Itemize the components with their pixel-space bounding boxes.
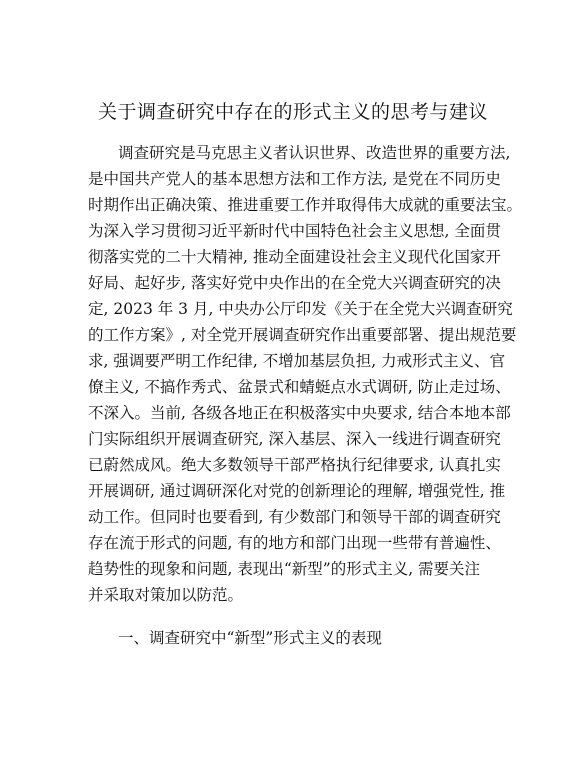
paragraph-line: 不深入。当前, 各级各地正在积极落实中央要求, 结合本地本部 — [88, 404, 511, 422]
paragraph-line: 定, 2023 年 3 月, 中央办公厅印发《关于在全党大兴调查研究 — [88, 300, 513, 318]
paragraph-line: 动工作。但同时也要看到, 有少数部门和领导干部的调查研究 — [88, 508, 501, 526]
paragraph-line: 求, 强调要严明工作纪律, 不增加基层负担, 力戒形式主义、官 — [88, 352, 506, 370]
paragraph-line: 门实际组织开展调查研究, 深入基层、深入一线进行调查研究 — [88, 430, 501, 448]
paragraph-line: 的工作方案》, 对全党开展调查研究作出重要部署、提出规范要 — [88, 326, 517, 344]
document-title: 关于调查研究中存在的形式主义的思考与建议 — [97, 101, 488, 123]
paragraph-line: 彻落实党的二十大精神, 推动全面建设社会主义现代化国家开 — [88, 248, 501, 266]
paragraph-line: 并采取对策加以防范。 — [88, 586, 244, 604]
paragraph-line: 调查研究是马克思主义者认识世界、改造世界的重要方法, — [118, 144, 511, 162]
paragraph-line: 开展调研, 通过调研深化对党的创新理论的理解, 增强党性, 推 — [88, 482, 506, 500]
paragraph-line: 好局、起好步, 落实好党中央作出的在全党大兴调查研究的决 — [88, 274, 501, 292]
section-heading: 一、调查研究中“新型”形式主义的表现 — [118, 629, 382, 647]
paragraph-line: 时期作出正确决策、推进重要工作并取得伟大成就的重要法宝。 — [88, 196, 523, 214]
paragraph-line: 已蔚然成风。绝大多数领导干部严格执行纪律要求, 认真扎实 — [88, 456, 501, 474]
paragraph-line: 为深入学习贯彻习近平新时代中国特色社会主义思想, 全面贯 — [88, 222, 501, 240]
paragraph-line: 趋势性的现象和问题, 表现出“新型”的形式主义, 需要关注 — [88, 560, 481, 578]
paragraph-line: 存在流于形式的问题, 有的地方和部门出现一些带有普遍性、 — [88, 534, 501, 552]
paragraph-line: 是中国共产党人的基本思想方法和工作方法, 是党在不同历史 — [88, 170, 501, 188]
paragraph-line: 僚主义, 不搞作秀式、盆景式和蜻蜓点水式调研, 防止走过场、 — [88, 378, 511, 396]
